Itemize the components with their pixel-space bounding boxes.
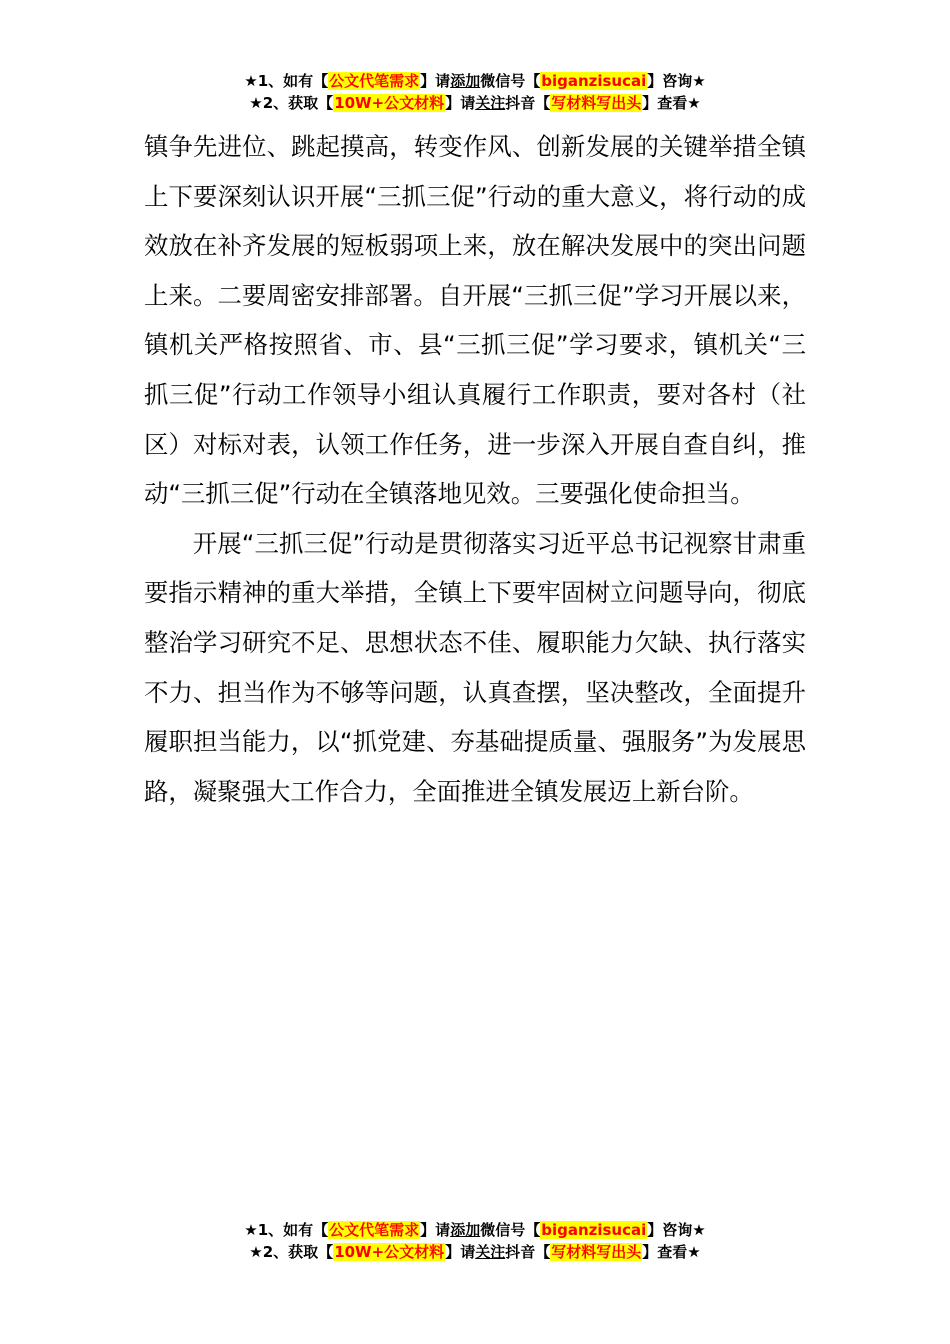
promo-text: 微信号【 [480,1221,541,1239]
promo-line-2 [0,1241,950,1263]
promo-text: 】请 [445,94,476,112]
paragraph: 开展“三抓三促”行动是贯彻落实习近平总书记视察甘肃重要指示精神的重大举措，全镇上下要牢固树立问题导向，彻底整治学习研究不足、思想状态不佳、履职能力欠缺、执行落实不力、担当作为不够等问题，认真查摆，坚决整改，全面提升履职担当能力，以“抓党建、夯基础提质量、强服务”为发展思路，凝聚强大工作合力，全面推进全镇发展迈上新台阶。 [144,528,806,806]
promo-text: 抖音【 [505,94,551,112]
promo-text: 抖音【 [505,1243,551,1261]
promo-highlight: biganzisucai [541,1221,647,1239]
document-body [144,122,806,816]
promo-line-1 [0,1219,950,1241]
promo-text: ★1、如有【 [244,1221,329,1239]
promo-underline: 关注 [475,1243,506,1261]
paragraph: 镇争先进位、跳起摸高，转变作风、创新发展的关键举措全镇上下要深刻认识开展“三抓三促”行动的重大意义，将行动的成效放在补齐发展的短板弱项上来，放在解决发展中的突出问题上来。二要周密安排部署。自开展“三抓三促”学习开展以来，镇机关严格按照省、市、县“三抓三促”学习要求，镇机关“三抓三促”行动工作领导小组认真履行工作职责，要对各村（社区）对标对表，认领工作任务，进一步深入开展自查自纠，推动“三抓三促”行动在全镇落地见效。三要强化使命担当。 [144,132,806,509]
promo-highlight: 10W+公文材料 [334,94,445,112]
promo-text: ★2、获取【 [249,94,334,112]
promo-footer [0,1219,950,1263]
promo-text: ★2、获取【 [249,1243,334,1261]
promo-text: 】请 [420,1221,451,1239]
promo-highlight: 公文代笔需求 [329,72,420,90]
promo-highlight: 写材料写出头 [551,1243,642,1261]
promo-underline: 添加 [450,1221,481,1239]
promo-line-1 [0,70,950,92]
promo-text: 】查看★ [642,1243,701,1261]
promo-highlight: 写材料写出头 [551,94,642,112]
promo-underline: 添加 [450,72,481,90]
promo-text: 】请 [420,72,451,90]
promo-line-2 [0,92,950,114]
promo-highlight: 10W+公文材料 [334,1243,445,1261]
promo-highlight: 公文代笔需求 [329,1221,420,1239]
promo-text: 】咨询★ [647,72,706,90]
promo-text: 微信号【 [480,72,541,90]
promo-text: 】请 [445,1243,476,1261]
promo-text: ★1、如有【 [244,72,329,90]
promo-text: 】咨询★ [647,1221,706,1239]
promo-highlight: biganzisucai [541,72,647,90]
promo-text: 】查看★ [642,94,701,112]
promo-underline: 关注 [475,94,506,112]
promo-header [0,70,950,114]
